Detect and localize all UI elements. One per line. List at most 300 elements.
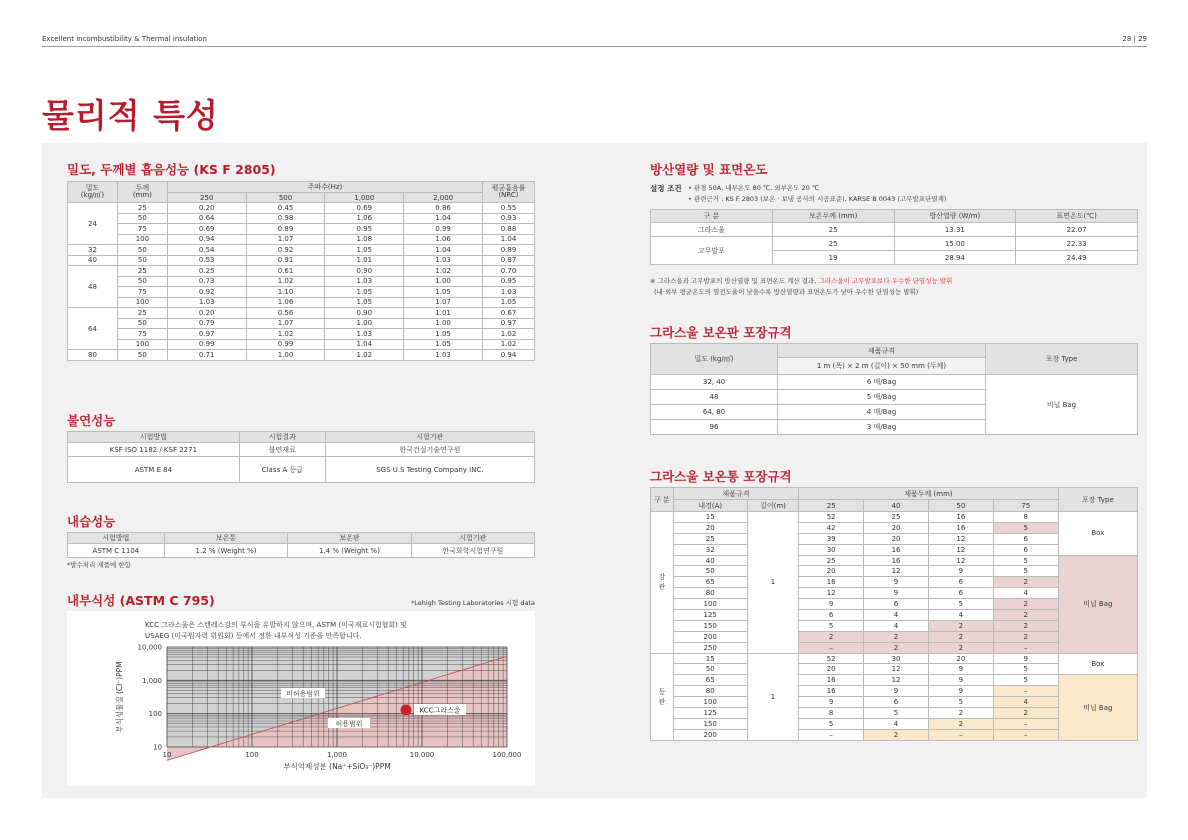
table-cell: 1.08 (325, 234, 404, 245)
table-cell: 50 (117, 318, 167, 329)
table-cell: 0.79 (167, 318, 246, 329)
table-cell: 1.01 (325, 255, 404, 266)
acceptable-label: 허용범위 (335, 720, 363, 728)
corrosion-desc-1: KCC 그라스울은 스텐레스강의 부식을 유발하지 않으며, ASTM (미국재료시험협회) 및 (145, 621, 407, 629)
section-title-board-pack: 그라스울 보온판 포장규격 (650, 325, 792, 340)
table-cell: 2 (864, 631, 929, 642)
table-cell: 100 (673, 697, 747, 708)
table-cell: – (993, 718, 1058, 729)
table-cell: 0.20 (167, 308, 246, 319)
table-cell: 12 (864, 675, 929, 686)
table-cell: 0.67 (482, 308, 534, 319)
table-cell: 1.04 (404, 245, 483, 256)
table-cell: 5 (864, 708, 929, 719)
table-cell: 0.91 (246, 255, 325, 266)
header-cell: 1 m (폭) × 2 m (길이) × 50 mm (두께) (778, 358, 986, 375)
table-cell: 0.54 (167, 245, 246, 256)
table-cell: 0.89 (246, 224, 325, 235)
length-cell: 1 (747, 653, 798, 740)
density-cell: 64 (68, 308, 118, 350)
kcc-label: KCC그라스울 (419, 706, 461, 715)
table-cell: 2 (864, 642, 929, 653)
table-cell: 4 (928, 610, 993, 621)
table-cell: 125 (673, 610, 747, 621)
table-cell: 1.2 % (Weight %) (164, 544, 287, 558)
table-cell: – (993, 729, 1058, 740)
table-cell: 0.92 (246, 245, 325, 256)
header-cell: 제품두께 (mm) (799, 488, 1058, 500)
header-cell: 제품규격 (673, 488, 799, 500)
table-cell: 42 (799, 522, 864, 533)
header-cell: 구 분 (651, 210, 773, 223)
incombustibility-table (67, 431, 535, 483)
header-cell: 2,000 (404, 193, 483, 203)
pack-cell: 비닐 Bag (1058, 555, 1137, 653)
section-title-incombustibility: 불연성능 (67, 413, 116, 428)
table-cell: Class A 등급 (239, 457, 325, 483)
section-title-heat-loss: 방산열량 및 표면온도 (650, 162, 768, 177)
header-cell: 75 (993, 500, 1058, 512)
table-cell: 25 (864, 512, 929, 523)
heat-note-1a: ※ 그라스울과 고무발포의 방산열량 및 표면온도 계산 결과, (650, 277, 819, 285)
table-cell: 0.88 (482, 224, 534, 235)
table-cell: 200 (673, 631, 747, 642)
table-cell: 0.73 (167, 276, 246, 287)
table-cell: 1.05 (482, 297, 534, 308)
table-cell: 12 (864, 664, 929, 675)
table-cell: 2 (993, 577, 1058, 588)
table-row (68, 203, 535, 214)
table-cell: 20 (864, 533, 929, 544)
table-cell: 25 (117, 203, 167, 214)
table-cell: 불연재료 (239, 443, 325, 457)
table-cell: 2 (993, 708, 1058, 719)
table-cell: 0.97 (167, 329, 246, 340)
header-cell: 시험결과 (239, 432, 325, 443)
table-cell: 4 (864, 620, 929, 631)
table-cell: 0.70 (482, 266, 534, 277)
table-cell: 1.05 (325, 297, 404, 308)
table-cell: 6 (993, 544, 1058, 555)
table-cell: 9 (864, 577, 929, 588)
pack-cell: Box (1058, 512, 1137, 556)
table-cell: 5 (799, 620, 864, 631)
table-cell: 1.05 (404, 329, 483, 340)
table-cell: 6 (864, 599, 929, 610)
x-tick-label: 10 (162, 751, 172, 759)
heat-loss-table (650, 209, 1138, 265)
table-cell: 12 (928, 544, 993, 555)
table-cell: 1.01 (404, 308, 483, 319)
table-cell: 4 (993, 588, 1058, 599)
table-cell: 1.04 (325, 339, 404, 350)
table-cell: 2 (864, 729, 929, 740)
table-cell: 0.94 (167, 234, 246, 245)
unacceptable-label: 비허용범위 (286, 690, 320, 698)
header-cell: 시험기관 (411, 533, 534, 544)
table-cell: – (993, 642, 1058, 653)
table-cell: 2 (993, 610, 1058, 621)
header-cell: 40 (864, 500, 929, 512)
page-title: 물리적 특성 (42, 96, 219, 135)
corrosion-desc-2: USAEG (미국원자력 위원회) 등에서 정한 내부식성 기준을 만족합니다. (145, 632, 362, 640)
table-cell: 28.94 (894, 251, 1016, 265)
table-cell: 20 (928, 653, 993, 664)
table-cell: 50 (117, 213, 167, 224)
table-cell: 150 (673, 620, 747, 631)
table-row (68, 255, 535, 266)
table-cell: 16 (864, 555, 929, 566)
table-row (651, 512, 1138, 523)
table-cell: 9 (864, 686, 929, 697)
table-cell: 80 (673, 686, 747, 697)
table-row (68, 234, 535, 245)
table-cell: 250 (673, 642, 747, 653)
y-tick-label: 100 (148, 710, 162, 719)
table-cell: 6 매/Bag (778, 375, 986, 390)
table-cell: 2 (993, 631, 1058, 642)
heat-note-1 (650, 276, 952, 285)
table-cell: 0.97 (482, 318, 534, 329)
pack-cell: Box (1058, 653, 1137, 675)
table-cell: 13.31 (894, 223, 1016, 237)
pipe-pack-table (650, 487, 1138, 741)
table-cell: 75 (117, 329, 167, 340)
table-cell: 4 (993, 697, 1058, 708)
table-cell: 2 (993, 599, 1058, 610)
table-cell: 50 (117, 255, 167, 266)
table-row (68, 297, 535, 308)
table-cell: KSF ISO 1182 / KSF 2271 (68, 443, 240, 457)
kcc-point (401, 705, 412, 716)
table-cell: – (993, 686, 1058, 697)
condition-1: • 관경 50A, 내부온도 80 ℃, 외부온도 20 ℃ (688, 184, 820, 192)
table-cell: 9 (864, 588, 929, 599)
table-cell: 4 (864, 718, 929, 729)
table-cell: 1.03 (482, 287, 534, 298)
page-number: 28 | 29 (1122, 35, 1147, 43)
table-cell: 3 매/Bag (778, 420, 986, 435)
table-cell: 100 (117, 297, 167, 308)
table-cell: 1.00 (404, 318, 483, 329)
header-cell: 방산열량 (W/m) (894, 210, 1016, 223)
table-cell: 1.03 (404, 350, 483, 361)
table-cell: 6 (928, 588, 993, 599)
section-title-moisture: 내습성능 (67, 514, 116, 529)
table-cell: 1.07 (404, 297, 483, 308)
header-cell: 내경(A) (673, 500, 747, 512)
table-cell: 고무발포 (651, 237, 773, 265)
condition-label: 설정 조건 (650, 184, 682, 193)
table-cell: 100 (117, 234, 167, 245)
table-cell: 5 (993, 664, 1058, 675)
table-cell: 1.04 (404, 213, 483, 224)
table-cell: 2 (993, 620, 1058, 631)
table-cell: 1.04 (482, 234, 534, 245)
top-header (42, 33, 1147, 47)
table-cell: 0.61 (246, 266, 325, 277)
header-left: Excellent incombustibility & Thermal insulation (42, 35, 207, 43)
table-cell: 한국화학시험연구원 (411, 544, 534, 558)
corrosion-chart (67, 611, 535, 786)
header-cell: 구 분 (651, 488, 674, 512)
table-row (68, 245, 535, 256)
table-cell: 12 (928, 555, 993, 566)
x-tick-label: 1,000 (326, 751, 348, 759)
table-cell: 1.02 (246, 329, 325, 340)
table-cell: 2 (928, 620, 993, 631)
header-cell: 보온통 (164, 533, 287, 544)
table-cell: 65 (673, 577, 747, 588)
table-cell: 19 (772, 251, 894, 265)
table-cell: 75 (117, 287, 167, 298)
table-cell: 16 (928, 522, 993, 533)
moisture-note: *발수처리 제품에 한함 (67, 561, 131, 569)
table-cell: 6 (993, 533, 1058, 544)
table-cell: 9 (928, 675, 993, 686)
absorption-table (67, 181, 535, 361)
table-cell: 1.05 (325, 245, 404, 256)
table-cell: 0.69 (325, 203, 404, 214)
table-cell: 200 (673, 729, 747, 740)
header-cell: 포장 Type (986, 344, 1138, 375)
header-cell: 250 (167, 193, 246, 203)
table-cell: 52 (799, 653, 864, 664)
table-cell: 16 (799, 686, 864, 697)
length-cell: 1 (747, 512, 798, 654)
table-cell: 0.99 (246, 339, 325, 350)
heat-note-2: (내·외부 평균온도의 열전도율이 낮을수록 방산열량과 표면온도가 낮아 우수한 단열성능 발휘) (654, 288, 919, 296)
header-cell: 밀도 (kg/㎥) (68, 182, 118, 203)
table-cell: 한국건설기술연구원 (325, 443, 534, 457)
table-cell: 0.64 (167, 213, 246, 224)
section-title-absorption: 밀도, 두께별 흡음성능 (KS F 2805) (67, 162, 276, 177)
header-cell: 보온두께 (mm) (772, 210, 894, 223)
table-cell: 1.03 (167, 297, 246, 308)
table-cell: 5 매/Bag (778, 390, 986, 405)
table-row (651, 223, 1138, 237)
condition-2: • 관련근거 : KS F 2803 (보온 · 보냉 공사의 시공표준), KARSE B 0043 (고무발포단열재) (688, 195, 947, 203)
table-cell: 0.95 (482, 276, 534, 287)
moisture-table (67, 532, 535, 558)
table-cell: 50 (673, 566, 747, 577)
table-cell: 0.94 (482, 350, 534, 361)
table-cell: 22.07 (1016, 223, 1138, 237)
table-cell: 2 (928, 708, 993, 719)
table-cell: 15.00 (894, 237, 1016, 251)
table-cell: 16 (799, 577, 864, 588)
pipe-type-cell: 강 관 (651, 512, 674, 654)
table-cell: 0.20 (167, 203, 246, 214)
section-title-pipe-pack: 그라스울 보온통 포장규격 (650, 469, 792, 484)
table-cell: 125 (673, 708, 747, 719)
table-cell: 1.05 (404, 287, 483, 298)
table-cell: 1.02 (482, 329, 534, 340)
table-cell: 75 (117, 224, 167, 235)
table-cell: 9 (928, 566, 993, 577)
table-row (68, 443, 535, 457)
table-cell: ASTM E 84 (68, 457, 240, 483)
table-cell: 24.49 (1016, 251, 1138, 265)
table-row (651, 675, 1138, 686)
table-cell: 52 (799, 512, 864, 523)
table-cell: 5 (993, 675, 1058, 686)
table-cell: 0.90 (325, 266, 404, 277)
pack-cell: 비닐 Bag (1058, 675, 1137, 740)
table-cell: 40 (673, 555, 747, 566)
table-cell: 50 (117, 245, 167, 256)
table-cell: 25 (117, 308, 167, 319)
table-cell: 5 (993, 522, 1058, 533)
x-tick-label: 100,000 (492, 751, 522, 759)
table-cell: 30 (864, 653, 929, 664)
table-cell: 2 (928, 718, 993, 729)
table-cell: 25 (799, 555, 864, 566)
table-cell: 0.71 (167, 350, 246, 361)
table-cell: 0.25 (167, 266, 246, 277)
table-cell: 39 (799, 533, 864, 544)
table-row (68, 276, 535, 287)
table-cell: 80 (673, 588, 747, 599)
table-cell: 8 (799, 708, 864, 719)
table-cell: 1.06 (404, 234, 483, 245)
table-cell: 0.45 (246, 203, 325, 214)
x-tick-label: 10,000 (409, 751, 435, 759)
table-cell: 0.99 (404, 224, 483, 235)
table-cell: 65 (673, 675, 747, 686)
table-cell: 0.87 (482, 255, 534, 266)
header-cell: 시험방법 (68, 432, 240, 443)
table-cell: 0.95 (325, 224, 404, 235)
table-row (68, 457, 535, 483)
board-pack-table (650, 343, 1138, 435)
table-row (651, 237, 1138, 251)
table-row (651, 653, 1138, 664)
table-cell: 1.03 (404, 255, 483, 266)
y-tick-label: 1,000 (141, 676, 162, 685)
header-cell: 포장 Type (1058, 488, 1137, 512)
table-cell: 1.00 (404, 276, 483, 287)
table-cell: SGS U.S Testing Company INC. (325, 457, 534, 483)
table-cell: 64, 80 (651, 405, 778, 420)
y-tick-label: 10 (153, 743, 162, 752)
table-cell: 0.89 (482, 245, 534, 256)
table-cell: 12 (864, 566, 929, 577)
table-cell: 9 (799, 697, 864, 708)
table-cell: 6 (799, 610, 864, 621)
table-cell: 0.99 (167, 339, 246, 350)
pipe-type-cell: 동 관 (651, 653, 674, 740)
table-cell: 8 (993, 512, 1058, 523)
density-cell: 40 (68, 255, 118, 266)
table-cell: 50 (117, 350, 167, 361)
table-cell: – (799, 729, 864, 740)
density-cell: 24 (68, 203, 118, 245)
header-cell: 50 (928, 500, 993, 512)
table-cell: 16 (864, 544, 929, 555)
heat-note-1b: 그라스울이 고무발포보다 우수한 단열성능 발휘 (818, 277, 953, 285)
table-cell: 50 (117, 276, 167, 287)
table-cell: 25 (673, 533, 747, 544)
table-cell: 0.53 (167, 255, 246, 266)
table-cell: 25 (772, 223, 894, 237)
table-cell: 1.05 (325, 287, 404, 298)
table-cell: 48 (651, 390, 778, 405)
table-cell: 5 (928, 697, 993, 708)
table-cell: 32, 40 (651, 375, 778, 390)
header-cell: 길이(m) (747, 500, 798, 512)
table-row (68, 350, 535, 361)
header-cell: 1,000 (325, 193, 404, 203)
table-row (651, 375, 1138, 390)
table-cell: 15 (673, 512, 747, 523)
table-cell: 0.86 (404, 203, 483, 214)
table-cell: 1.07 (246, 234, 325, 245)
table-cell: 1.06 (246, 297, 325, 308)
table-cell: 30 (799, 544, 864, 555)
header-cell: 제품규격 (778, 344, 986, 358)
header-cell: 두께 (mm) (117, 182, 167, 203)
table-cell: 2 (928, 631, 993, 642)
table-cell: – (928, 729, 993, 740)
header-cell: 평균흡음률 (NRC) (482, 182, 534, 203)
table-cell: 12 (799, 588, 864, 599)
table-row (68, 224, 535, 235)
corrosion-source: *Lehigh Testing Laboratories 시험 data (411, 599, 535, 607)
table-cell: 16 (799, 675, 864, 686)
table-cell: 6 (864, 697, 929, 708)
table-cell: 5 (928, 599, 993, 610)
header-cell: 주파수(Hz) (167, 182, 482, 193)
table-cell: 0.55 (482, 203, 534, 214)
table-cell: 0.93 (482, 213, 534, 224)
table-cell: 12 (928, 533, 993, 544)
table-cell: 4 매/Bag (778, 405, 986, 420)
corrosion-box (67, 611, 535, 786)
table-cell: 0.69 (167, 224, 246, 235)
table-cell: ASTM C 1104 (68, 544, 165, 558)
table-cell: 22.33 (1016, 237, 1138, 251)
table-cell: 150 (673, 718, 747, 729)
table-cell: 5 (799, 718, 864, 729)
table-cell: 1.02 (246, 276, 325, 287)
table-cell: 20 (673, 522, 747, 533)
header-cell: 시험방법 (68, 533, 165, 544)
table-cell: 1.00 (246, 350, 325, 361)
table-row (68, 544, 535, 558)
table-cell: 0.92 (167, 287, 246, 298)
content-panel (42, 143, 1147, 798)
section-title-corrosion: 내부식성 (ASTM C 795) (67, 593, 215, 608)
table-cell: 16 (928, 512, 993, 523)
table-cell: 2 (799, 631, 864, 642)
table-row (68, 318, 535, 329)
table-cell: 0.90 (325, 308, 404, 319)
table-cell: 9 (799, 599, 864, 610)
table-cell: 5 (993, 566, 1058, 577)
table-cell: 1.4 % (Weight %) (288, 544, 411, 558)
table-cell: 1.10 (246, 287, 325, 298)
table-cell: 20 (799, 664, 864, 675)
table-row (68, 266, 535, 277)
table-cell: 25 (117, 266, 167, 277)
header-cell: 보온판 (288, 533, 411, 544)
table-cell: 6 (928, 577, 993, 588)
table-cell: 1.03 (325, 276, 404, 287)
table-row (68, 329, 535, 340)
table-cell: 25 (772, 237, 894, 251)
table-row (68, 339, 535, 350)
